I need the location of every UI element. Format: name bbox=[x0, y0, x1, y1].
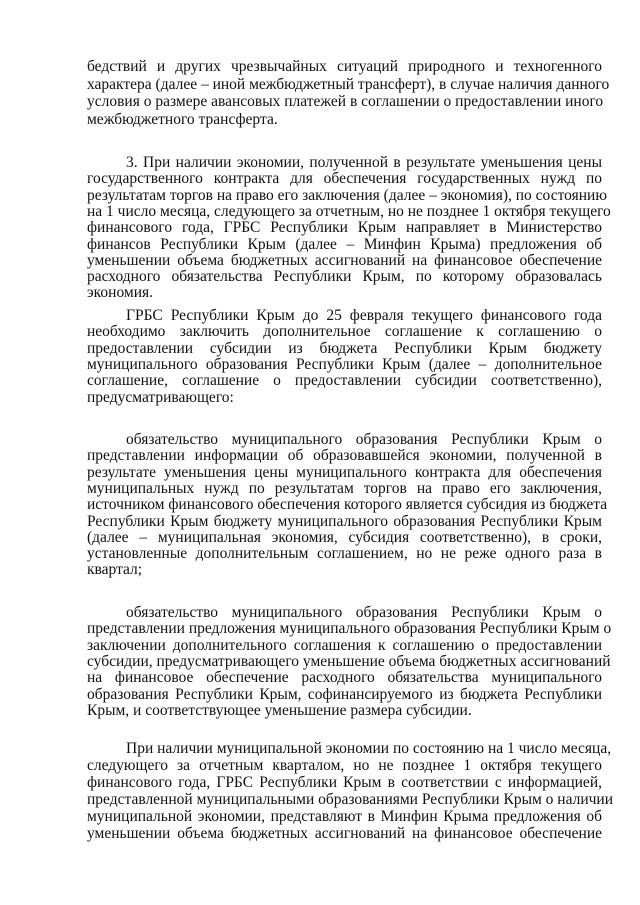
text-line: Крым, и соответствующее уменьшение размера субсидии. bbox=[87, 702, 472, 719]
text-line: соглашение, соглашение о предоставлении субсидии соответственно), bbox=[87, 372, 602, 389]
text-line: квартал; bbox=[87, 561, 143, 578]
text-line: представлении предложения муниципального образования Республики Крым о bbox=[87, 620, 612, 637]
text-line: расходного обязательства Республики Крым, по которому образовалась bbox=[87, 268, 602, 285]
text-line: уменьшении объема бюджетных ассигнований на финансовое обеспечение bbox=[87, 252, 602, 269]
text-line: источником финансового обеспечения которого является субсидия из бюджета bbox=[87, 496, 608, 513]
text-line: результате уменьшения цены муниципального контракта для обеспечения bbox=[87, 464, 602, 481]
text-line: представлении информации об образовавшейся экономии, полученной в bbox=[87, 447, 602, 464]
text-line: представленной муниципальными образованиями Республики Крым о наличии bbox=[87, 791, 614, 808]
text-line: заключении дополнительного соглашения к соглашению о предоставлении bbox=[87, 637, 602, 654]
text-line: предоставлении субсидии из бюджета Республики Крым бюджету bbox=[87, 340, 602, 357]
text-line: обязательство муниципального образования Республики Крым о bbox=[126, 604, 602, 621]
text-line: государственного контракта для обеспечения государственных нужд по bbox=[87, 170, 602, 187]
text-line: следующего за отчетным кварталом, но не позднее 1 октября текущего bbox=[87, 757, 602, 774]
text-line: на 1 число месяца, следующего за отчетным, но не позднее 1 октября текущего bbox=[87, 203, 611, 220]
text-line: характера (далее – иной межбюджетный трансферт), в случае наличия данного bbox=[87, 76, 610, 93]
text-line: 3. При наличии экономии, полученной в результате уменьшения цены bbox=[126, 154, 602, 171]
text-line: необходимо заключить дополнительное соглашение к соглашению о bbox=[87, 323, 602, 340]
text-line: результатам торгов на право его заключения (далее – экономия), по состоянию bbox=[87, 187, 607, 204]
text-line: финансового года, ГРБС Республики Крым в соответствии с информацией, bbox=[87, 774, 602, 791]
text-line: муниципального образования Республики Крым (далее – дополнительное bbox=[87, 356, 602, 373]
text-line: экономия. bbox=[87, 284, 154, 301]
text-line: финансов Республики Крым (далее – Минфин Крыма) предложения об bbox=[87, 236, 602, 253]
text-line: субсидии, предусматривающего уменьшение объема бюджетных ассигнований bbox=[87, 653, 611, 670]
text-line: предусматривающего: bbox=[87, 389, 234, 406]
text-line: обязательство муниципального образования Республики Крым о bbox=[126, 431, 602, 448]
text-line: ГРБС Республики Крым до 25 февраля текущего финансового года bbox=[126, 307, 602, 324]
text-line: муниципальной экономии, представляют в Минфин Крыма предложения об bbox=[87, 808, 602, 825]
text-line: При наличии муниципальной экономии по состоянию на 1 число месяца, bbox=[126, 740, 612, 757]
text-line: на финансовое обеспечение расходного обязательства муниципального bbox=[87, 669, 602, 686]
text-line: (далее – муниципальная экономия, субсидия соответственно), в сроки, bbox=[87, 529, 602, 546]
text-line: межбюджетного трансферта. bbox=[87, 111, 278, 128]
text-line: уменьшении объема бюджетных ассигнований на финансовое обеспечение bbox=[87, 825, 602, 842]
text-line: финансового года, ГРБС Республики Крым направляет в Министерство bbox=[87, 219, 602, 236]
text-line: муниципальных нужд по результатам торгов на право его заключения, bbox=[87, 480, 602, 497]
text-line: установленные дополнительным соглашением, но не реже одного раза в bbox=[87, 545, 602, 562]
text-line: Республики Крым бюджету муниципального образования Республики Крым bbox=[87, 513, 602, 530]
text-line: бедствий и других чрезвычайных ситуаций природного и техногенного bbox=[87, 58, 602, 75]
text-line: условия о размере авансовых платежей в соглашении о предоставлении иного bbox=[87, 93, 604, 110]
text-line: образования Республики Крым, софинансируемого из бюджета Республики bbox=[87, 686, 602, 703]
